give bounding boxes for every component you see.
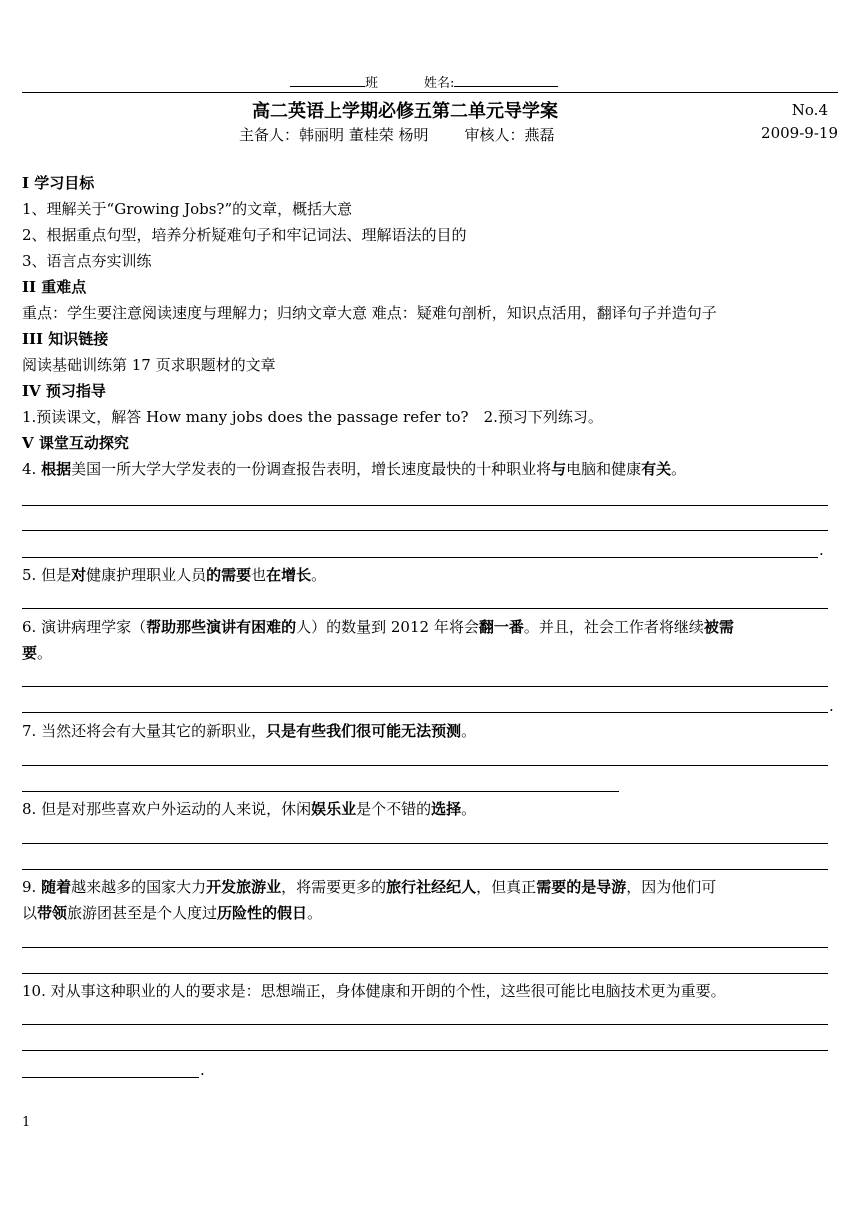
answer-line[interactable]	[22, 505, 828, 506]
answer-line[interactable]	[22, 530, 828, 531]
answer-line[interactable]	[22, 973, 828, 974]
objective-item: 3、语言点夯实训练	[22, 252, 152, 270]
answer-line[interactable]	[22, 686, 828, 687]
objectives-block	[22, 170, 838, 456]
preview-text: 1.预读课文，解答 How many jobs does the passage refer to? 2.预习下列练习。	[22, 408, 603, 426]
answer-line[interactable]	[22, 765, 828, 766]
question-10: 10. 对从事这种职业的人的要求是：思想端正，身体健康和开朗的个性，这些很可能比电脑技术更为重要。	[22, 982, 726, 1000]
answer-line[interactable]	[22, 608, 828, 609]
document-date: 2009-9-19	[761, 124, 838, 142]
answer-line[interactable]	[22, 869, 828, 870]
question-8: 8. 但是对那些喜欢户外运动的人来说，休闲娱乐业是个不错的选择。	[22, 800, 477, 818]
name-label: 姓名:	[424, 76, 455, 91]
document-number: No.4	[791, 101, 828, 119]
page-number: 1	[22, 1115, 31, 1130]
class-name-line	[290, 72, 558, 91]
objective-item: 2、根据重点句型，培养分析疑难句子和牢记词法、理解语法的目的	[22, 226, 467, 244]
knowledge-link-text: 阅读基础训练第 17 页求职题材的文章	[22, 356, 276, 374]
reviewer: 审核人：燕磊	[464, 126, 555, 144]
answer-line[interactable]	[22, 843, 828, 844]
section-heading-knowledge-link: III 知识链接	[22, 330, 109, 348]
page-title: 高二英语上学期必修五第二单元导学案	[252, 101, 558, 122]
period-mark: .	[819, 541, 824, 559]
key-points-text: 重点：学生要注意阅读速度与理解力；归纳文章大意 难点：疑难句剖析，知识点活用，翻译句子并造句子	[22, 304, 717, 322]
section-heading-objectives: I 学习目标	[22, 174, 95, 192]
section-heading-key-points: II 重难点	[22, 278, 87, 296]
question-5: 5. 但是对健康护理职业人员的需要也在增长。	[22, 566, 327, 584]
answer-line[interactable]	[22, 791, 619, 792]
class-label: 班	[365, 76, 379, 91]
header-rule	[22, 92, 838, 93]
question-6: 6. 演讲病理学家（帮助那些演讲有困难的人）的数量到 2012 年将会翻一番。并且，社会工作者将继续被需 要。	[22, 618, 734, 662]
question-9: 9. 随着越来越多的国家大力开发旅游业，将需要更多的旅行社经纪人，但真正需要的是导游，因为他们可 以带领旅游团甚至是个人度过历险性的假日。	[22, 878, 717, 922]
answer-line[interactable]	[22, 1050, 828, 1051]
period-mark: .	[200, 1061, 205, 1079]
question-4: 4. 根据美国一所大学大学发表的一份调查报告表明，增长速度最快的十种职业将与电脑和健康有关。	[22, 460, 687, 478]
name-blank[interactable]	[454, 73, 558, 87]
question-7: 7. 当然还将会有大量其它的新职业，只是有些我们很可能无法预测。	[22, 722, 477, 740]
objective-item: 1、理解关于“Growing Jobs?”的文章，概括大意	[22, 200, 353, 218]
answer-line[interactable]	[22, 1077, 199, 1078]
answer-line[interactable]	[22, 712, 828, 713]
class-blank[interactable]	[290, 73, 365, 87]
authors	[239, 124, 555, 145]
answer-line[interactable]	[22, 557, 818, 558]
period-mark: .	[829, 697, 834, 715]
worksheet-page	[22, 0, 838, 1214]
preparers: 主备人：韩丽明 董桂荣 杨明	[239, 126, 429, 144]
answer-line[interactable]	[22, 1024, 828, 1025]
section-heading-interactive: V 课堂互动探究	[22, 434, 129, 452]
answer-line[interactable]	[22, 947, 828, 948]
section-heading-preview: IV 预习指导	[22, 382, 106, 400]
